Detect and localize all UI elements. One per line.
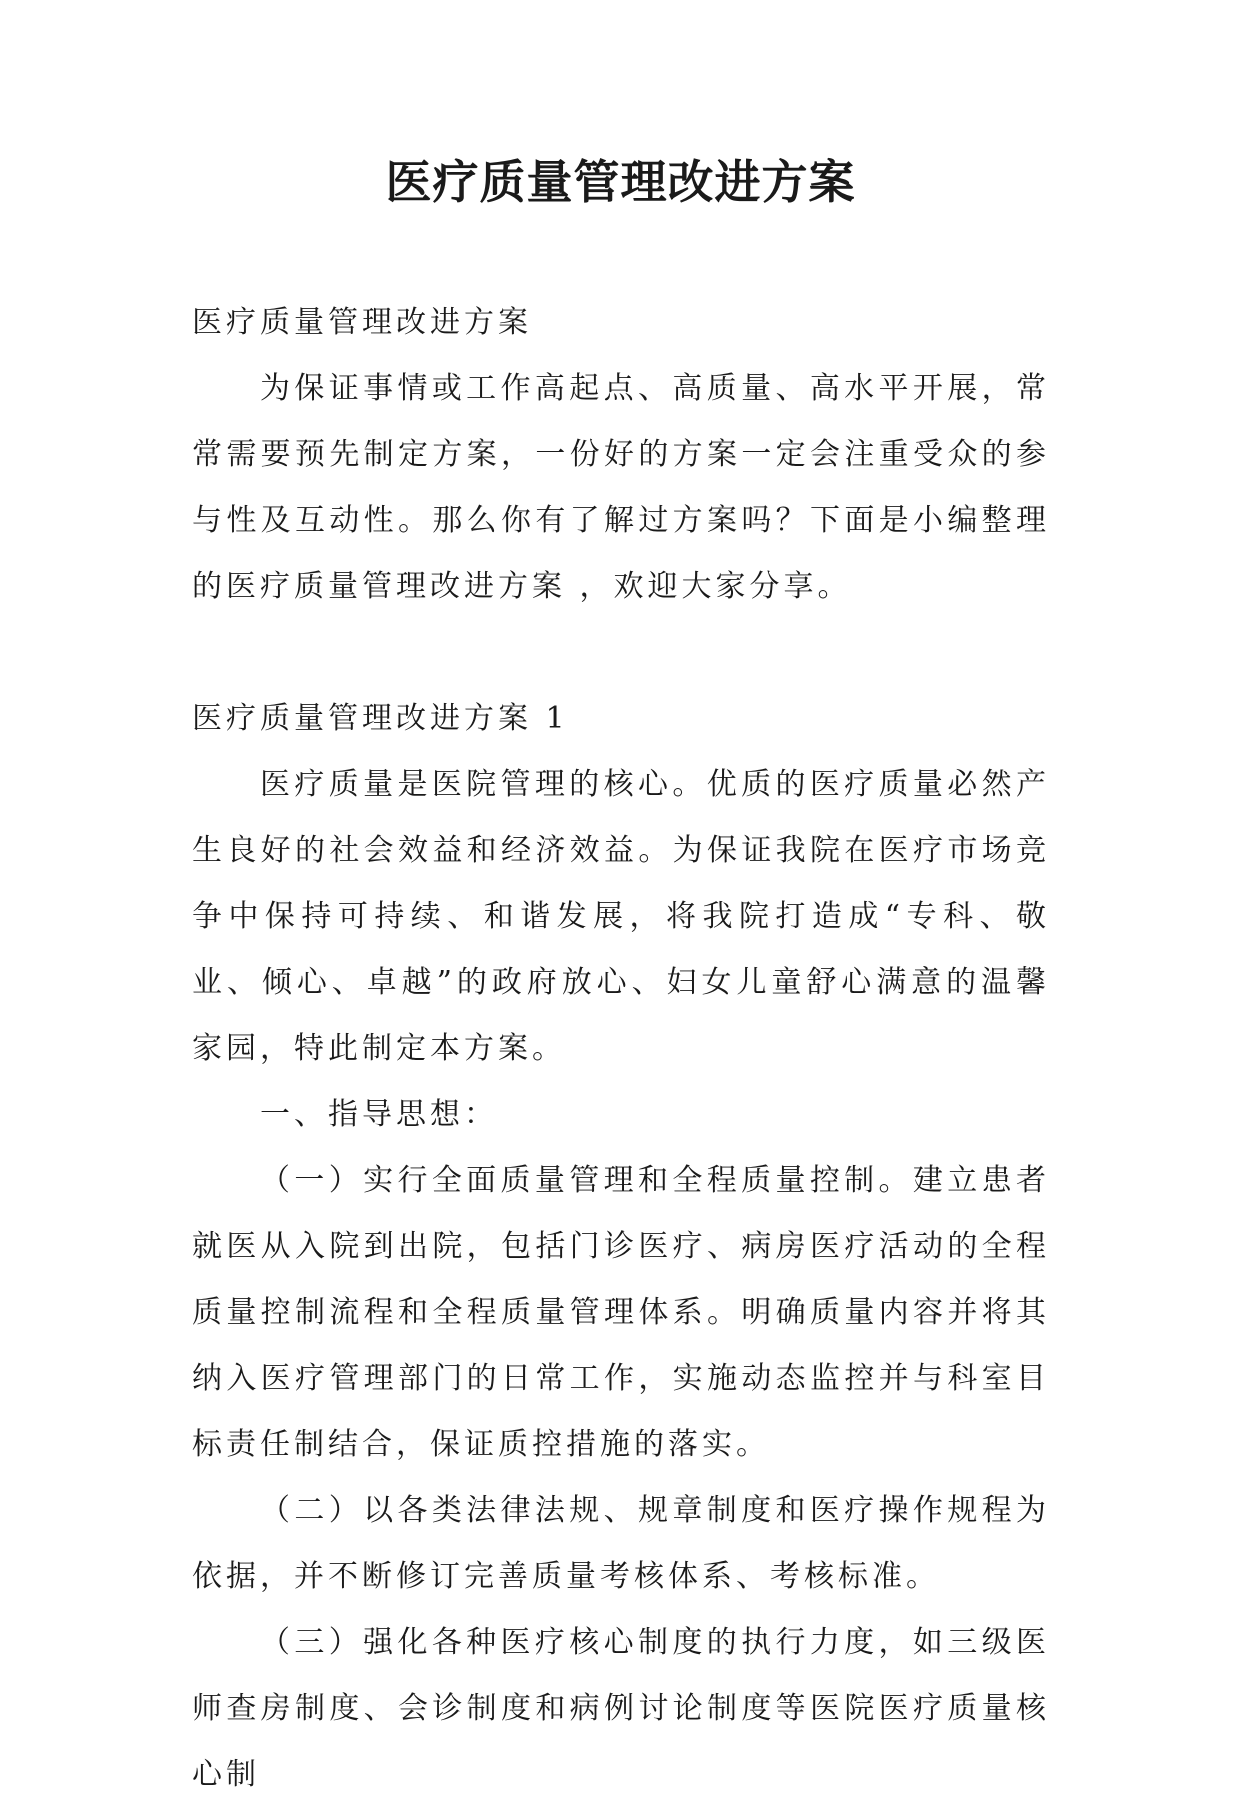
paragraph-section-heading: 医疗质量管理改进方案 1	[192, 701, 569, 736]
paragraph-body: 医疗质量是医院管理的核心。优质的医疗质量必然产生良好的社会效益和经济效益。为保证我院在医疗市场竞争中保持可持续、和谐发展，将我院打造成“专科、敬业、倾心、卓越”的政府放心、妇女儿童舒心满意的温馨家园，特此制定本方案。	[192, 767, 1050, 1066]
paragraph-subheading: 一、指导思想：	[260, 1097, 498, 1132]
document-body	[192, 290, 1050, 1808]
paragraph-item-3: （三）强化各种医疗核心制度的执行力度，如三级医师查房制度、会诊制度和病例讨论制度等医院医疗质量核心制	[192, 1625, 1050, 1792]
paragraph-intro: 为保证事情或工作高起点、高质量、高水平开展，常常需要预先制定方案，一份好的方案一定会注重受众的参与性及互动性。那么你有了解过方案吗？下面是小编整理的医疗质量管理改进方案 ，欢迎大家分享。	[192, 371, 1050, 604]
paragraph-item-2: （二）以各类法律法规、规章制度和医疗操作规程为依据，并不断修订完善质量考核体系、考核标准。	[192, 1493, 1050, 1594]
paragraph-item-1: （一）实行全面质量管理和全程质量控制。建立患者就医从入院到出院，包括门诊医疗、病房医疗活动的全程质量控制流程和全程质量管理体系。明确质量内容并将其纳入医疗管理部门的日常工作，实施动态监控并与科室目标责任制结合，保证质控措施的落实。	[192, 1163, 1050, 1462]
document-title: 医疗质量管理改进方案	[385, 155, 856, 209]
paragraph-heading: 医疗质量管理改进方案	[192, 305, 532, 340]
